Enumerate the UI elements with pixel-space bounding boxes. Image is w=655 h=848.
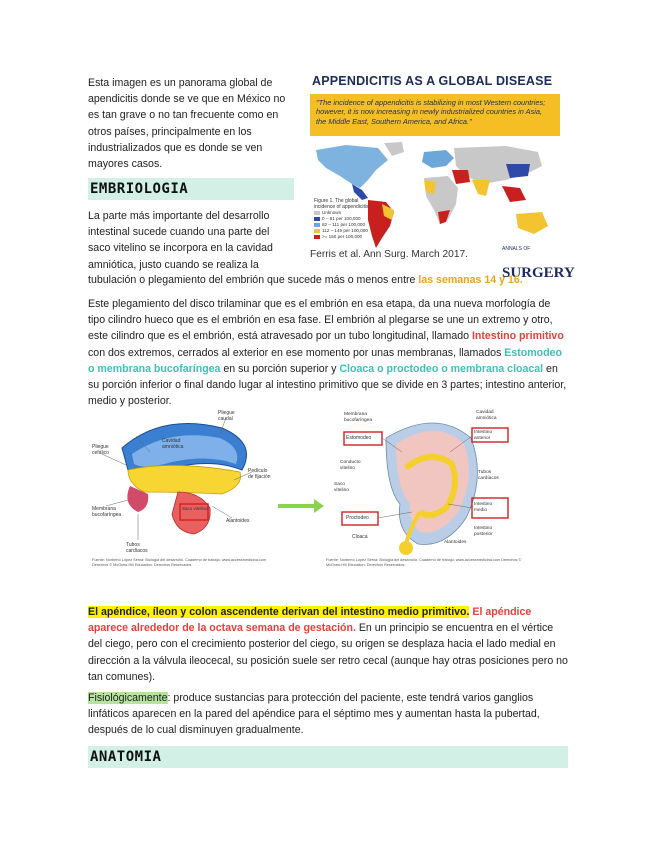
label-int-medio: Intestino medio [474, 502, 493, 513]
p2-intestino-primitivo: Intestino primitivo [471, 330, 564, 343]
map-legend [314, 198, 394, 240]
embryo-folding-figure [92, 408, 272, 578]
map-middle-east [452, 170, 470, 184]
yolk-sac [172, 492, 210, 534]
p2-text-3: en su porción superior y [220, 362, 340, 375]
label-estomodeo: Estomodeo [346, 435, 372, 441]
section-title: ANATOMIA [90, 749, 162, 765]
figure-source-right: Fuente: Norberto López Serna: Biología del desarrollo. Cuaderno de trabajo, www.accessmedicina.com Derechos © McGraw-Hill Education. Derechos Reservados. [326, 558, 522, 567]
label-membrana-bucof: Membrana bucofaríngea [344, 412, 373, 423]
legend-label: >= 150 per 100,000 [322, 234, 363, 239]
label-alantoides: Alantoides [226, 518, 250, 524]
embryo-body [128, 465, 241, 494]
map-east-asia [506, 164, 530, 178]
p2-text-2: con dos extremos, cerrados al exterior en ese momento por unas membranas, llamados [88, 346, 505, 359]
legend-swatch [314, 229, 320, 233]
legend-swatch [314, 211, 320, 215]
legend-swatch [314, 223, 320, 227]
label-pliegue-cefalico: Pliegue cefálico [92, 444, 109, 456]
yolk-sac-small [399, 541, 413, 555]
embrio-weeks-highlight: las semanas 14 y 16. [418, 274, 523, 286]
legend-swatch [314, 235, 320, 239]
section-header-anatomia [88, 746, 568, 768]
legend-label: 0 – 81 per 100,000 [322, 216, 361, 221]
p2-text-1: Este plegamiento del disco trilaminar que es el embrión en esa etapa, da una nueva morfología de tipo cilindro hueco que es el embrión en esa fase. El embrión al plegarse se une un extremo y otro, este cilindro que es el embrión, está atravesado por un tubo longitudinal, llamado [88, 298, 553, 343]
map-europe [422, 150, 454, 168]
fisio-paragraph [88, 690, 568, 739]
legend-item [314, 234, 394, 240]
map-australia [516, 212, 548, 234]
label-saco: Saco vitelino [182, 506, 208, 511]
label-cloaca: Cloaca [352, 534, 368, 540]
apendice-highlight: El apéndice, íleon y colon ascendente derivan del intestino medio primitivo. [88, 606, 470, 618]
label-pliegue-caudal: Pliegue caudal [218, 410, 235, 422]
embryo-illustration [92, 408, 272, 578]
map-north-america [316, 145, 388, 188]
apendice-red: El apéndice aparece alrededor de la octava semana de gestación. [88, 606, 532, 635]
embrio-p1-text: tubulación o plegamiento del embrión que sucede más o menos entre [88, 274, 419, 286]
p2-estomodeo: Estomodeo o membrana bucofaríngea [88, 346, 562, 375]
label-pediculo: Pedículo de fijación [248, 468, 271, 480]
figure-quote-box [310, 94, 560, 136]
legend-label: 82 – 111 per 100,000 [322, 222, 365, 227]
section-header-embriologia [88, 178, 294, 200]
journal-logo-small: ANNALS OF [502, 246, 531, 252]
figure-source-left: Fuente: Norberto López Serna: Biología del desarrollo. Cuaderno de trabajo, www.accessmedicina.com Derechos © McGraw-Hill Education. Derechos Reservados. [92, 558, 267, 567]
label-int-anterior: Intestino anterior [474, 430, 493, 441]
section-title: EMBRIOLOGIA [90, 181, 189, 197]
map-southeast-asia [502, 186, 526, 202]
p2-cloaca: Cloaca o proctodeo o membrana cloacal [339, 362, 544, 375]
label-cavidad-a: Cavidad amniótica [476, 410, 497, 421]
map-south-asia [472, 180, 490, 196]
label-tubos-r: Tubos cardíacos [478, 470, 499, 481]
intro-paragraph: Esta imagen es un panorama global de apendicitis donde se ve que en México no es tan grave o no tan frecuente como en otros países, principalmente en los industrializados que es donde se ven mayores casos. [88, 77, 286, 171]
label-tubos: Tubos cardíacos [126, 542, 148, 554]
apendice-rest: En un principio se encuentra en el vértice del ciego, pero con el crecimiento posterior del ciego, su origen se desplaza hacia el lado medial en dirección a la válvula ileocecal, su posición suele ser retro cecal (aunque hay otras posiciones pero no tan comunes). [88, 622, 568, 683]
legend-label: 112 – 149 per 100,000 [322, 228, 368, 233]
label-cavidad: Cavidad amniótica [162, 438, 184, 450]
figure-quote: "The incidence of appendicitis is stabilizing in most Western countries; however, it is now increasing in newly industrialized countries in Asia, the Middle East, Southern America, and Africa." [316, 98, 546, 126]
label-saco-v: Saco vitelino [334, 482, 349, 493]
apendice-paragraph [88, 604, 568, 685]
legend-title: Figure 1. The global incidence of appendicitis [314, 198, 369, 210]
map-greenland [384, 142, 404, 156]
label-membrana: Membrana bucofaríngea [92, 506, 122, 518]
figure-title: APPENDICITIS AS A GLOBAL DISEASE [312, 74, 553, 88]
embrio-paragraph-1a: La parte más importante del desarrollo intestinal sucede cuando una parte del saco vitelino se incorpora en la cavidad amniótica, justo cuando se realiza la [88, 210, 273, 271]
label-int-posterior: Intestino posterior [474, 526, 493, 537]
embrio-paragraph-2 [88, 296, 568, 409]
fisio-highlight: Fisiológicamente [88, 692, 168, 704]
fisio-rest: : produce sustancias para protección del paciente, este tendrá varios ganglios linfáticos aparecen en la pared del apéndice para el séptimo mes y aumentan hasta la pubertad, después de lo cual disminuyen gradualmente. [88, 692, 540, 737]
label-alantoides-r: Alantoides [444, 540, 467, 545]
legend-label: Unknown [322, 210, 342, 215]
embryo-section-figure [326, 408, 526, 583]
label-conducto: Conducto vitelino [340, 460, 361, 471]
legend-swatch [314, 217, 320, 221]
p2-text-4: en su porción inferior o final dando lugar al intestino primitivo que se divide en 3 partes; intestino anterior, medio y posterior. [88, 362, 567, 408]
arrow-right-icon [276, 496, 326, 516]
label-proctodeo: Proctodeo [346, 515, 369, 521]
figure-citation: Ferris et al. Ann Surg. March 2017. [310, 249, 468, 260]
embrio-paragraph-1b [88, 272, 568, 288]
journal-logo-big: SURGERY [502, 265, 575, 281]
